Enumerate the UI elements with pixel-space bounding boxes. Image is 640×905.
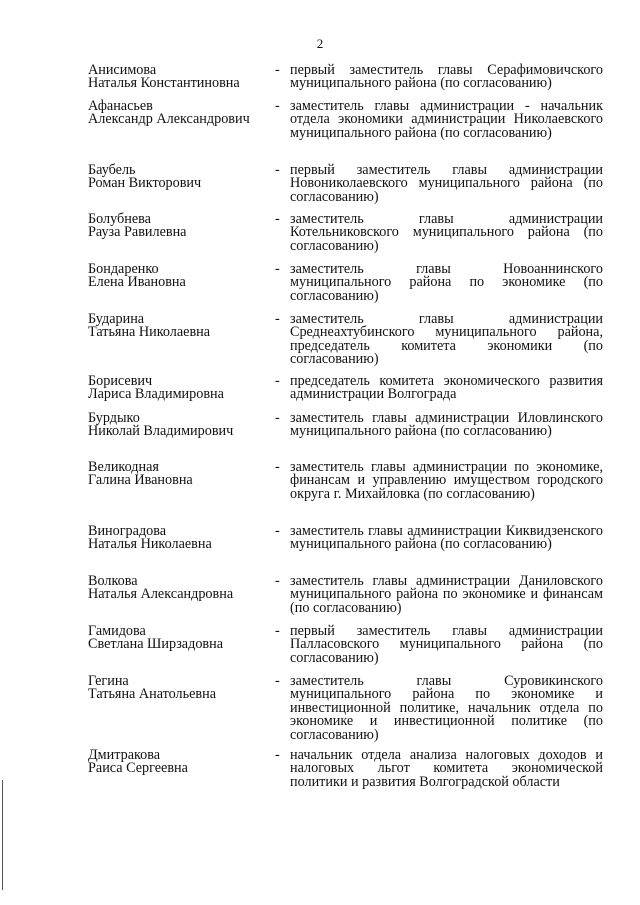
member-surname: Великодная [88,459,159,475]
member-given-names: Наталья Константиновна [88,75,240,92]
member-name [88,461,268,488]
member-name [88,575,268,602]
member-role: заместитель главы администрации по экономике, финансам и управлению имуществом городского округа г. Михайловка (по согласованию) [290,459,603,502]
member-given-names: Татьяна Николаевна [88,324,211,341]
member-name [88,313,268,340]
member-role: председатель комитета экономического развития администрации Волгограда [290,373,603,403]
scan-margin-line [2,780,3,890]
member-role: заместитель главы Новоаннинского муниципального района по экономике (по согласованию) [290,261,603,304]
member-name [88,525,268,552]
member-given-names: Наталья Николаевна [88,536,212,553]
member-given-names: Светлана Ширзадовна [88,636,224,653]
member-surname: Борисевич [88,373,153,389]
member-name [88,375,268,402]
member-given-names: Елена Ивановна [88,274,186,291]
entry-dash: - [275,523,280,539]
member-surname: Баубель [88,162,136,178]
entry-dash: - [275,673,280,689]
member-name [88,263,268,290]
member-given-names: Александр Александрович [88,111,250,128]
entry-dash: - [275,311,280,327]
member-role: заместитель главы администрации Даниловского муниципального района по экономике и финансам (по согласованию) [290,573,603,616]
member-name [88,64,268,91]
member-role: начальник отдела анализа налоговых доходов и налоговых льгот комитета экономической политики и развития Волгоградской области [290,747,603,790]
entry-dash: - [275,98,280,114]
entry-dash: - [275,62,280,78]
member-name [88,412,268,439]
member-surname: Болубнева [88,211,151,227]
member-role: заместитель главы администрации Иловлинского муниципального района (по согласованию) [290,410,603,440]
member-name [88,675,268,702]
member-given-names: Лариса Владимировна [88,386,224,403]
entry-dash: - [275,459,280,475]
member-name [88,164,268,191]
member-role: первый заместитель главы администрации Новониколаевского муниципального района (по согласованию) [290,162,603,205]
page-number: 2 [316,36,324,51]
member-surname: Дмитракова [88,747,161,763]
member-given-names: Раиса Сергеевна [88,760,188,777]
member-name [88,625,268,652]
entry-dash: - [275,747,280,763]
member-given-names: Роман Викторович [88,175,202,192]
member-given-names: Николай Владимирович [88,423,234,440]
member-surname: Бударина [88,311,145,327]
entry-dash: - [275,573,280,589]
member-surname: Анисимова [88,62,157,78]
member-given-names: Наталья Александровна [88,586,234,603]
entry-dash: - [275,261,280,277]
member-surname: Волкова [88,573,138,589]
member-role: заместитель главы администрации Киквидзенского муниципального района (по согласованию) [290,523,603,553]
member-name [88,100,268,127]
member-role: заместитель главы Суровикинского муниципального района по экономике и инвестиционной политике, начальник отдела по экономике и инвестиционной политике (по согласованию) [290,673,603,743]
member-surname: Виноградова [88,523,167,539]
entry-dash: - [275,211,280,227]
entry-dash: - [275,373,280,389]
entry-dash: - [275,410,280,426]
member-role: первый заместитель главы администрации Палласовского муниципального района (по согласованию) [290,623,603,666]
entry-dash: - [275,623,280,639]
member-given-names: Рауза Равилевна [88,224,187,241]
entry-dash: - [275,162,280,178]
member-surname: Гегина [88,673,129,689]
member-role: заместитель главы администрации Котельниковского муниципального района (по согласованию) [290,211,603,254]
member-role: заместитель главы администрации Среднеахтубинского муниципального района, председатель комитета экономики (по согласованию) [290,311,603,368]
member-given-names: Галина Ивановна [88,472,193,489]
member-surname: Бурдыко [88,410,140,426]
member-given-names: Татьяна Анатольевна [88,686,216,703]
member-surname: Бондаренко [88,261,159,277]
member-role: заместитель главы администрации - начальник отдела экономики администрации Николаевского муниципального района (по согласованию) [290,98,603,141]
member-name [88,749,268,776]
member-role: первый заместитель главы Серафимовичского муниципального района (по согласованию) [290,62,603,92]
member-surname: Афанасьев [88,98,153,114]
member-surname: Гамидова [88,623,146,639]
member-name [88,213,268,240]
